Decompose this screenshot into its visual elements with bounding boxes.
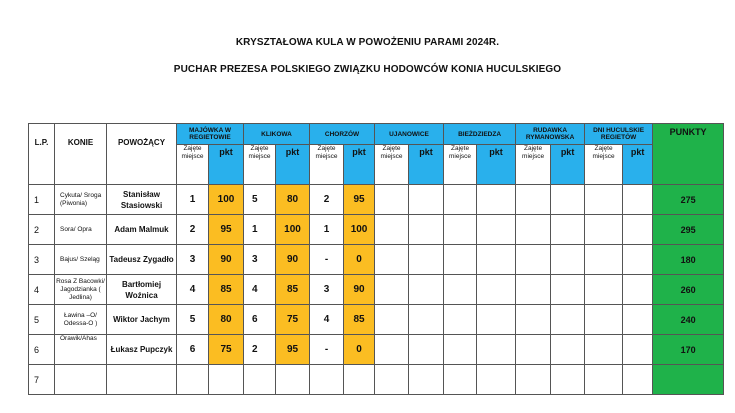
subheader-place: Zajęte miejsce [585, 145, 623, 185]
cell-horses: Cykuta/ Sroga (Piwonia) [55, 185, 107, 215]
cell-lp: 4 [29, 275, 55, 305]
cell-empty [409, 305, 444, 335]
cell-majowka-pkt: 90 [209, 245, 244, 275]
cell-empty [477, 185, 516, 215]
cell-chorzow-pkt: 90 [344, 275, 375, 305]
cell-empty [444, 305, 477, 335]
cell-rider: Łukasz Pupczyk [107, 335, 177, 365]
cell-empty [177, 365, 209, 395]
cell-empty [585, 185, 623, 215]
header-event-dni-huculskie: DNI HUCULSKIE REGIETÓW [585, 124, 653, 145]
cell-empty [477, 215, 516, 245]
cell-empty [516, 215, 551, 245]
cell-chorzow-place: - [310, 245, 344, 275]
cell-chorzow-place: 3 [310, 275, 344, 305]
cell-majowka-place: 5 [177, 305, 209, 335]
cell-majowka-pkt: 75 [209, 335, 244, 365]
cell-lp: 3 [29, 245, 55, 275]
cell-empty [477, 245, 516, 275]
subheader-pkt: pkt [409, 145, 444, 185]
subheader-place: Zajęte miejsce [516, 145, 551, 185]
cell-majowka-place: 3 [177, 245, 209, 275]
cell-majowka-pkt: 85 [209, 275, 244, 305]
cell-punkty: 295 [653, 215, 724, 245]
subheader-pkt: pkt [477, 145, 516, 185]
cell-empty [551, 275, 585, 305]
cell-empty [344, 365, 375, 395]
cell-empty [244, 365, 276, 395]
cell-empty [585, 245, 623, 275]
header-row [29, 124, 724, 145]
header-event-ujanowice: UJANOWICE [375, 124, 444, 145]
cell-rider: Wiktor Jachym [107, 305, 177, 335]
cell-empty [551, 215, 585, 245]
cell-klikowa-place: 1 [244, 215, 276, 245]
cell-horses: Rosa Z Bacowki/ Jagodzianka ( Jedlina) [55, 275, 107, 305]
subheader-place: Zajęte miejsce [177, 145, 209, 185]
subheader-place: Zajęte miejsce [375, 145, 409, 185]
header-event-chorzow: CHORZÓW [310, 124, 375, 145]
cell-empty [623, 245, 653, 275]
cell-chorzow-place: 2 [310, 185, 344, 215]
cell-empty [209, 365, 244, 395]
cell-chorzow-pkt: 0 [344, 245, 375, 275]
header-event-majowka: MAJÓWKA W REGIETOWIE [177, 124, 244, 145]
cell-empty [516, 245, 551, 275]
cell-empty [276, 365, 310, 395]
cell-punkty: 170 [653, 335, 724, 365]
table-row [29, 365, 724, 395]
cell-majowka-place: 4 [177, 275, 209, 305]
subheader-place: Zajęte miejsce [444, 145, 477, 185]
cell-empty [585, 365, 623, 395]
cell-klikowa-pkt: 95 [276, 335, 310, 365]
cell-majowka-pkt: 100 [209, 185, 244, 215]
cell-majowka-place: 6 [177, 335, 209, 365]
cell-horses: Sora/ Opra [55, 215, 107, 245]
cell-empty [623, 275, 653, 305]
table-row [29, 275, 724, 305]
cell-majowka-pkt: 80 [209, 305, 244, 335]
cell-empty [409, 215, 444, 245]
cell-empty [623, 365, 653, 395]
cell-klikowa-pkt: 75 [276, 305, 310, 335]
cell-empty [409, 245, 444, 275]
cell-punkty: 240 [653, 305, 724, 335]
cell-empty [375, 275, 409, 305]
cell-empty [310, 365, 344, 395]
subheader-pkt: pkt [276, 145, 310, 185]
cell-chorzow-place: 1 [310, 215, 344, 245]
cell-empty [375, 185, 409, 215]
cell-rider [107, 365, 177, 395]
cell-klikowa-pkt: 85 [276, 275, 310, 305]
cell-lp: 1 [29, 185, 55, 215]
cell-empty [623, 305, 653, 335]
cell-klikowa-place: 2 [244, 335, 276, 365]
cell-chorzow-place: 4 [310, 305, 344, 335]
cell-empty [477, 365, 516, 395]
cell-chorzow-pkt: 85 [344, 305, 375, 335]
document-title: KRYSZTAŁOWA KULA W POWOŻENIU PARAMI 2024R. [235, 37, 500, 48]
table-row [29, 245, 724, 275]
header-konie: KONIE [55, 124, 107, 185]
subheader-place: Zajęte miejsce [310, 145, 344, 185]
cell-empty [477, 275, 516, 305]
cell-empty [444, 275, 477, 305]
cell-klikowa-pkt: 90 [276, 245, 310, 275]
cell-empty [444, 335, 477, 365]
cell-empty [551, 185, 585, 215]
subheader-pkt: pkt [344, 145, 375, 185]
cell-punkty [653, 365, 724, 395]
cell-empty [551, 335, 585, 365]
cell-chorzow-pkt: 0 [344, 335, 375, 365]
header-event-biezdziedza: BIEŻDZIEDZA [444, 124, 516, 145]
cell-empty [375, 215, 409, 245]
subheader-pkt: pkt [623, 145, 653, 185]
subheader-place: Zajęte miejsce [244, 145, 276, 185]
cell-empty [375, 335, 409, 365]
cell-punkty: 180 [653, 245, 724, 275]
header-event-rudawka: RUDAWKA RYMANOWSKA [516, 124, 585, 145]
cell-empty [516, 185, 551, 215]
cell-lp: 7 [29, 365, 55, 395]
cell-empty [444, 215, 477, 245]
cell-empty [444, 245, 477, 275]
cell-horses: Ławina –O/ Odessa-O ) [55, 305, 107, 335]
cell-empty [477, 305, 516, 335]
cell-empty [585, 335, 623, 365]
cell-rider: Adam Malmuk [107, 215, 177, 245]
cell-punkty: 260 [653, 275, 724, 305]
cell-empty [516, 365, 551, 395]
cell-empty [409, 365, 444, 395]
cell-majowka-pkt: 95 [209, 215, 244, 245]
cell-empty [409, 335, 444, 365]
subheader-pkt: pkt [551, 145, 585, 185]
cell-empty [623, 185, 653, 215]
cell-horses: Bajus/ Szeląg [55, 245, 107, 275]
subheader-pkt: pkt [209, 145, 244, 185]
cell-klikowa-place: 5 [244, 185, 276, 215]
header-powozacy: POWOŻĄCY [107, 124, 177, 185]
cell-empty [444, 365, 477, 395]
cell-lp: 6 [29, 335, 55, 365]
cell-empty [551, 365, 585, 395]
cell-klikowa-place: 4 [244, 275, 276, 305]
cell-empty [623, 335, 653, 365]
cell-horses: Orawik/Ahas [55, 335, 107, 365]
cell-empty [551, 305, 585, 335]
results-table [28, 123, 724, 395]
cell-empty [623, 215, 653, 245]
cell-empty [444, 185, 477, 215]
cell-empty [516, 305, 551, 335]
cell-empty [551, 245, 585, 275]
cell-empty [409, 275, 444, 305]
cell-empty [375, 305, 409, 335]
header-lp: L.P. [29, 124, 55, 185]
table-row [29, 185, 724, 215]
cell-punkty: 275 [653, 185, 724, 215]
cell-rider: Stanisław Stasiowski [107, 185, 177, 215]
cell-empty [375, 365, 409, 395]
cell-empty [516, 335, 551, 365]
cell-majowka-place: 2 [177, 215, 209, 245]
cell-horses [55, 365, 107, 395]
cell-lp: 2 [29, 215, 55, 245]
cell-empty [585, 275, 623, 305]
table-row [29, 335, 724, 365]
header-punkty: PUNKTY [653, 124, 724, 185]
table-row [29, 215, 724, 245]
cell-empty [585, 305, 623, 335]
cell-klikowa-place: 6 [244, 305, 276, 335]
cell-empty [375, 245, 409, 275]
cell-empty [477, 335, 516, 365]
cell-rider: Bartłomiej Woźnica [107, 275, 177, 305]
cell-majowka-place: 1 [177, 185, 209, 215]
cell-chorzow-pkt: 100 [344, 215, 375, 245]
document-subtitle: PUCHAR PREZESA POLSKIEGO ZWIĄZKU HODOWCÓW KONIA HUCULSKIEGO [173, 64, 562, 75]
cell-chorzow-place: - [310, 335, 344, 365]
cell-rider: Tadeusz Zygadło [107, 245, 177, 275]
cell-empty [585, 215, 623, 245]
cell-klikowa-pkt: 100 [276, 215, 310, 245]
cell-klikowa-place: 3 [244, 245, 276, 275]
cell-lp: 5 [29, 305, 55, 335]
cell-empty [516, 275, 551, 305]
header-event-klikowa: KLIKOWA [244, 124, 310, 145]
table-row [29, 305, 724, 335]
cell-chorzow-pkt: 95 [344, 185, 375, 215]
cell-empty [409, 185, 444, 215]
cell-klikowa-pkt: 80 [276, 185, 310, 215]
